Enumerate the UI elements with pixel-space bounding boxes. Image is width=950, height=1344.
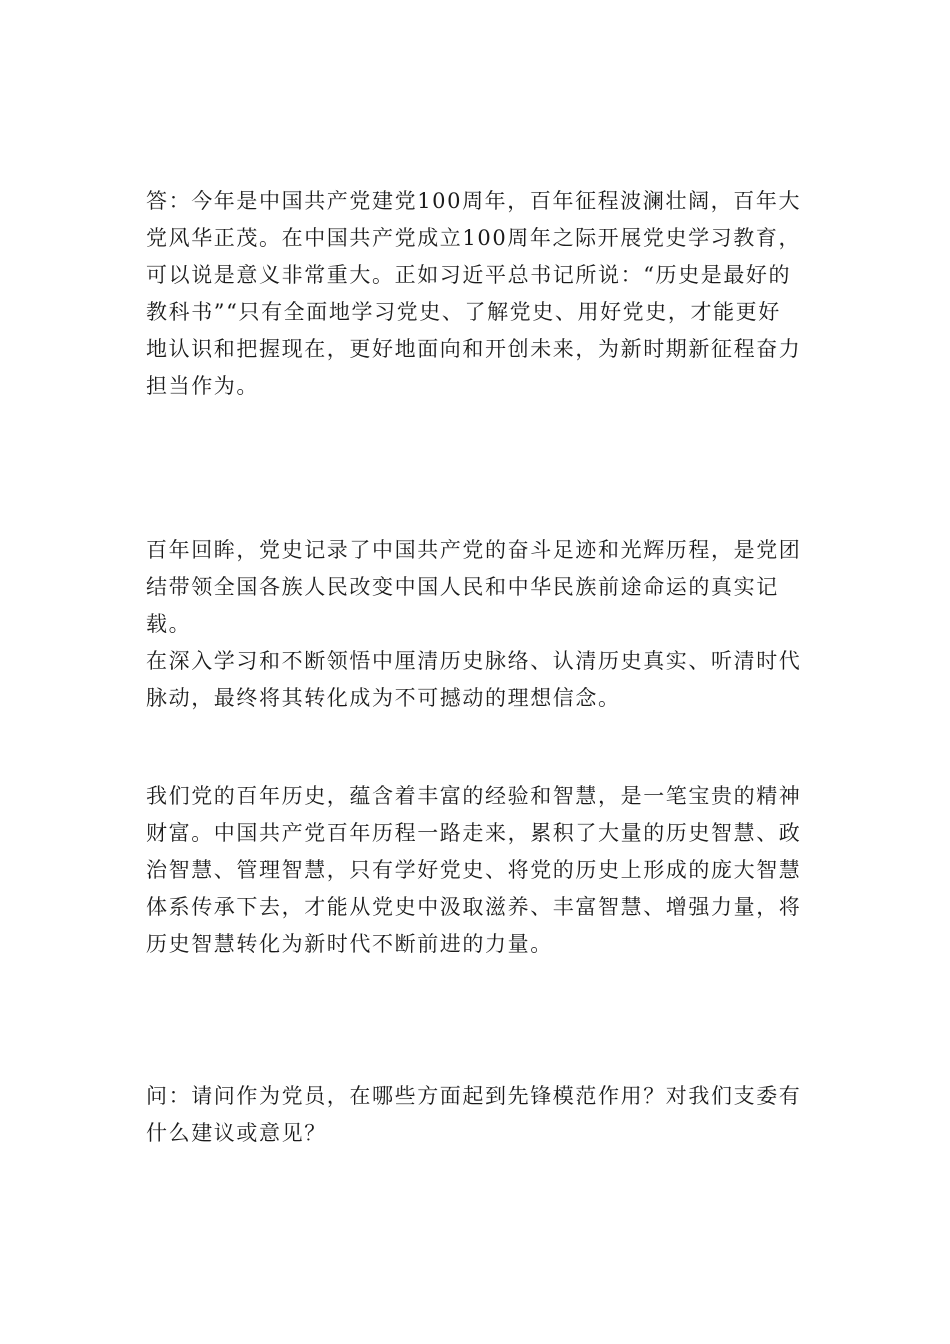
question-paragraph: 问：请问作为党员，在哪些方面起到先锋模范作用？对我们支委有 什么建议或意见？ bbox=[146, 1084, 802, 1145]
answer-paragraph-2: 百年回眸，党史记录了中国共产党的奋斗足迹和光辉历程，是党团 结带领全国各族人民改变中国人民和中华民族前途命运的真实记载。 在深入学习和不断领悟中厘清历史脉络、认清历史真实、听清时代 脉动，最终将其转化成为不可撼动的理想信念。 bbox=[146, 538, 802, 710]
answer-paragraph-3: 我们党的百年历史，蕴含着丰富的经验和智慧，是一笔宝贵的精神 财富。中国共产党百年历程一路走来，累积了大量的历史智慧、政 治智慧、管理智慧，只有学好党史、将党的历史上形成的庞大智慧 体系传承下去，才能从党史中汲取滋养、丰富智慧、增强力量，将 历史智慧转化为新时代不断前进的力量。 bbox=[146, 784, 802, 956]
answer-paragraph-1: 答：今年是中国共产党建党100周年，百年征程波澜壮阔，百年大 党风华正茂。在中国共产党成立100周年之际开展党史学习教育， 可以说是意义非常重大。正如习近平总书记所说：“历史是最好的 教科书”“只有全面地学习党史、了解党史、用好党史，才能更好 地认识和把握现在，更好地面向和开创未来，为新时期新征程奋力 担当作为。 bbox=[146, 189, 802, 398]
